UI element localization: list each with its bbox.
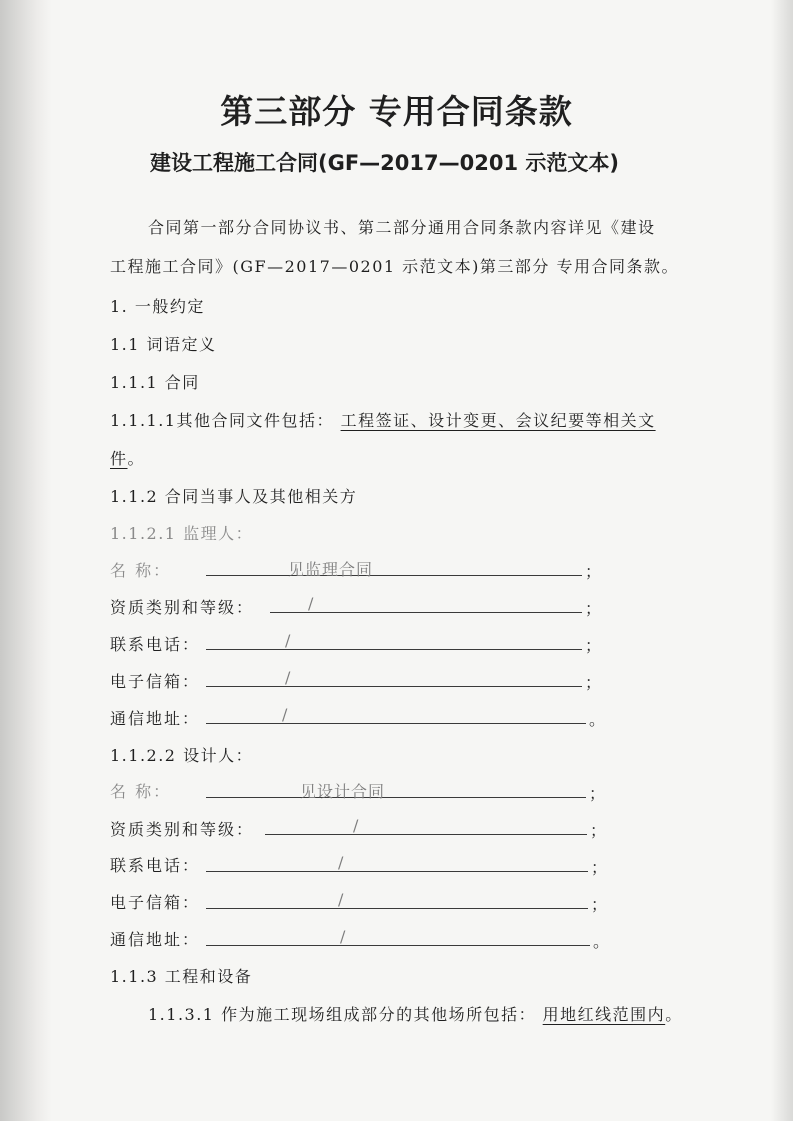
page-subtitle: 建设工程施工合同(GF—2017—0201 示范文本) (150, 151, 619, 175)
designer-email-line (206, 908, 588, 909)
designer-phone-label: 联系电话： (110, 856, 201, 875)
designer-phone-line (206, 871, 588, 872)
designer-name-end: ； (589, 784, 606, 803)
section-1-1-3-heading: 1.1.3 工程和设备 (110, 967, 253, 986)
clause-end: 。 (127, 449, 146, 468)
supervisor-qual-end: ； (585, 599, 602, 618)
supervisor-name-value: 见监理合同 (288, 560, 374, 579)
clause-1-1-3-1 (148, 1002, 683, 1025)
designer-name-value: 见设计合同 (300, 782, 386, 801)
designer-email-value: / (338, 890, 345, 909)
supervisor-email-line (206, 686, 582, 687)
scan-shadow-right (771, 0, 793, 1121)
designer-phone-value: / (338, 853, 345, 872)
clause-value-cont: 件 (110, 449, 128, 468)
clause-prefix: 1.1.1.1其他合同文件包括： (110, 411, 334, 430)
supervisor-phone-end: ； (585, 636, 602, 655)
supervisor-name-label: 名 称： (110, 561, 172, 580)
designer-qual-label: 资质类别和等级： (110, 820, 255, 839)
supervisor-qual-line (270, 612, 582, 613)
designer-addr-label: 通信地址： (110, 930, 201, 949)
supervisor-phone-label: 联系电话： (110, 635, 201, 654)
supervisor-addr-line (206, 723, 586, 724)
designer-addr-line (206, 945, 590, 946)
designer-addr-value: / (340, 927, 347, 946)
supervisor-phone-value: / (285, 631, 292, 650)
clause-prefix: 1.1.3.1 作为施工现场组成部分的其他场所包括： (148, 1005, 537, 1024)
supervisor-name-line (206, 575, 582, 576)
designer-name-label: 名 称： (110, 782, 172, 801)
supervisor-addr-value: / (282, 705, 289, 724)
supervisor-qual-value: / (308, 594, 315, 613)
supervisor-qual-label: 资质类别和等级： (110, 598, 255, 617)
supervisor-email-value: / (285, 668, 292, 687)
supervisor-phone-line (206, 649, 582, 650)
section-1-1-2-1-heading: 1.1.2.1 监理人： (110, 524, 254, 543)
designer-phone-end: ； (591, 858, 608, 877)
supervisor-addr-label: 通信地址： (110, 709, 201, 728)
designer-qual-end: ； (590, 821, 607, 840)
designer-addr-end: 。 (593, 932, 610, 951)
supervisor-addr-end: 。 (589, 710, 606, 729)
designer-qual-value: / (353, 816, 360, 835)
designer-email-label: 电子信箱： (110, 893, 201, 912)
clause-end: 。 (665, 1005, 683, 1024)
section-1-1-heading: 1.1 词语定义 (110, 335, 217, 354)
clause-value: 用地红线范围内 (542, 1005, 666, 1024)
designer-email-end: ； (591, 895, 608, 914)
clause-1-1-1-1 (110, 408, 656, 431)
section-1-heading: 1. 一般约定 (110, 297, 205, 316)
designer-name-line (206, 797, 586, 798)
intro-line-1: 合同第一部分合同协议书、第二部分通用合同条款内容详见《建设 (148, 218, 656, 237)
scan-shadow-left (0, 0, 52, 1121)
supervisor-name-end: ； (585, 562, 602, 581)
section-1-1-2-2-heading: 1.1.2.2 设计人： (110, 746, 254, 765)
page-title: 第三部分 专用合同条款 (220, 92, 573, 131)
section-1-1-2-heading: 1.1.2 合同当事人及其他相关方 (110, 487, 358, 506)
section-1-1-1-heading: 1.1.1 合同 (110, 373, 200, 392)
clause-value: 工程签证、设计变更、会议纪要等相关文 (340, 411, 656, 430)
designer-qual-line (265, 834, 587, 835)
supervisor-email-label: 电子信箱： (110, 672, 201, 691)
intro-line-2: 工程施工合同》(GF—2017—0201 示范文本)第三部分 专用合同条款。 (110, 257, 679, 276)
supervisor-email-end: ； (585, 673, 602, 692)
clause-1-1-1-1-cont (110, 446, 145, 469)
